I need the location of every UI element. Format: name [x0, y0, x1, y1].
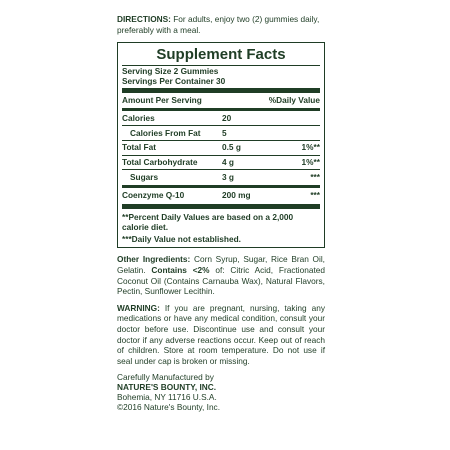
manufacturer-copyright: ©2016 Nature's Bounty, Inc.	[117, 402, 221, 413]
directions-body: For adults, enjoy two (2) gummies daily, preferably with a meal.	[117, 14, 320, 35]
warning-body: If you are pregnant, nursing, taking any medications or have any medical condition, consult your doctor before use. Discontinue use and consult your doctor if any adverse reactions occur. Keep out of reach of children. Store at room temperature. Do not use if seal under cap is broken or missing.	[117, 302, 325, 366]
facts-title: Supplement Facts	[156, 46, 286, 64]
divider-mid	[122, 185, 320, 188]
row-dv: ***	[310, 171, 320, 182]
row-name: Sugars	[130, 171, 159, 182]
facts-row-total-carbohydrate	[122, 155, 320, 170]
warning-text	[117, 303, 325, 367]
manufacturer-info	[117, 372, 325, 412]
facts-row-calories-fat	[122, 125, 320, 140]
other-ingredients-label: Other Ingredients:	[117, 254, 191, 265]
facts-row-coq10	[122, 189, 320, 203]
facts-row-total-fat	[122, 140, 320, 155]
manufacturer-name: NATURE'S BOUNTY, INC.	[117, 382, 217, 393]
row-amount: 3 g	[222, 171, 234, 182]
manufacturer-line1: Carefully Manufactured by	[117, 372, 214, 383]
directions-label: DIRECTIONS:	[117, 14, 171, 24]
facts-row-sugars	[122, 169, 320, 184]
serving-size: Serving Size 2 Gummies	[122, 66, 219, 77]
warning-label: WARNING:	[117, 302, 160, 313]
row-dv: 1%**	[301, 142, 320, 153]
header-daily-value: %Daily Value	[268, 95, 320, 106]
manufacturer-address: Bohemia, NY 11716 U.S.A.	[117, 392, 217, 403]
row-name: Coenzyme Q-10	[122, 190, 185, 201]
other-ingredients-text1: Corn Syrup, Sugar, Rice Bran Oil, Gelatin.	[117, 254, 325, 275]
row-amount: 20	[222, 113, 232, 124]
row-amount: 4 g	[222, 157, 234, 168]
divider-thick	[122, 88, 320, 93]
divider-mid	[122, 108, 320, 111]
row-amount: 5	[222, 127, 227, 138]
footnote-not-established: ***Daily Value not established.	[122, 234, 241, 245]
row-amount: 200 mg	[222, 190, 251, 201]
servings-per-container: Servings Per Container 30	[122, 76, 226, 87]
divider-thick	[122, 204, 320, 209]
facts-header	[122, 94, 320, 107]
row-name: Total Carbohydrate	[122, 157, 198, 168]
row-name: Calories	[122, 113, 155, 124]
header-amount: Amount Per Serving	[122, 95, 202, 106]
row-name: Calories From Fat	[130, 127, 201, 138]
row-name: Total Fat	[122, 142, 156, 153]
supplement-facts-panel	[117, 42, 325, 248]
other-ingredients	[117, 254, 325, 296]
directions-text	[117, 14, 325, 35]
row-amount: 0.5 g	[222, 142, 241, 153]
contains-label: Contains <2%	[151, 264, 210, 275]
other-ingredients-text2: of: Citric Acid, Fractionated Coconut Oil (Contains Carnauba Wax), Natural Flavors, Pectin, Sunflower Lecithin.	[117, 264, 325, 297]
label-panel	[117, 14, 325, 412]
footnote-percent: **Percent Daily Values are based on a 2,000 calorie diet.	[122, 212, 294, 233]
facts-row-calories	[122, 112, 320, 126]
row-dv: 1%**	[301, 157, 320, 168]
row-dv: ***	[310, 190, 320, 201]
